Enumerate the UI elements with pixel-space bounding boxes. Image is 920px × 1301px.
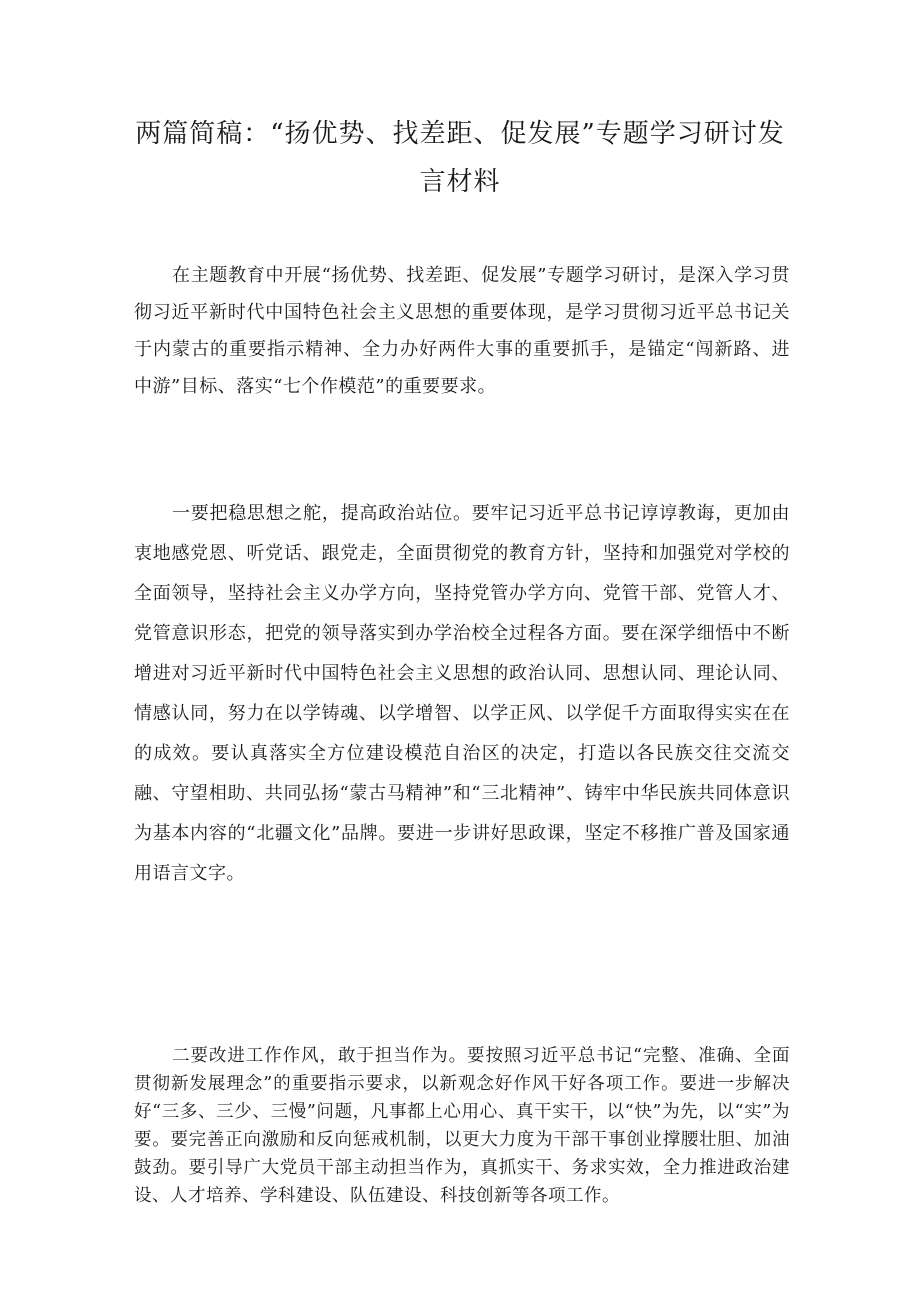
paragraph-point-two: 二要改进工作作风，敢于担当作为。要按照习近平总书记“完整、准确、全面贯彻新发展理念”的重要指示要求，以新观念好作风干好各项工作。要进一步解决好“三多、三少、三慢”问题，凡事都上心用心、真干实干，以“快”为先，以“实”为要。要完善正向激励和反向惩戒机制，以更大力度为干部干事创业撑腰壮胆、加油鼓劲。要引导广大党员干部主动担当作为，真抓实干、务求实效，全力推进政治建设、人才培养、学科建设、队伍建设、科技创新等各项工作。 [134,1046,790,1206]
paragraph-point-one: 一要把稳思想之舵，提高政治站位。要牢记习近平总书记谆谆教诲，更加由衷地感党恩、听党话、跟党走，全面贯彻党的教育方针，坚持和加强党对学校的全面领导，坚持社会主义办学方向，坚持党管办学方向、党管干部、党管人才、党管意识形态，把党的领导落实到办学治校全过程各方面。要在深学细悟中不断增进对习近平新时代中国特色社会主义思想的政治认同、思想认同、理论认同、情感认同，努力在以学铸魂、以学增智、以学正风、以学促千方面取得实实在在的成效。要认真落实全方位建设模范自治区的决定，打造以各民族交往交流交融、守望相助、共同弘扬“蒙古马精神”和“三北精神”、铸牢中华民族共同体意识为基本内容的“北疆文化”品牌。要进一步讲好思政课，坚定不移推广普及国家通用语言文字。 [134,503,790,884]
paragraph-intro: 在主题教育中开展“扬优势、找差距、促发展”专题学习研讨，是深入学习贯彻习近平新时代中国特色社会主义思想的重要体现，是学习贯彻习近平总书记关于内蒙古的重要指示精神、全力办好两件大事的重要抓手，是锚定“闯新路、进中游”目标、落实“七个作模范”的重要要求。 [134,265,790,397]
document-title: 两篇简稿：“扬优势、找差距、促发展”专题学习研讨发言材料 [135,119,785,197]
